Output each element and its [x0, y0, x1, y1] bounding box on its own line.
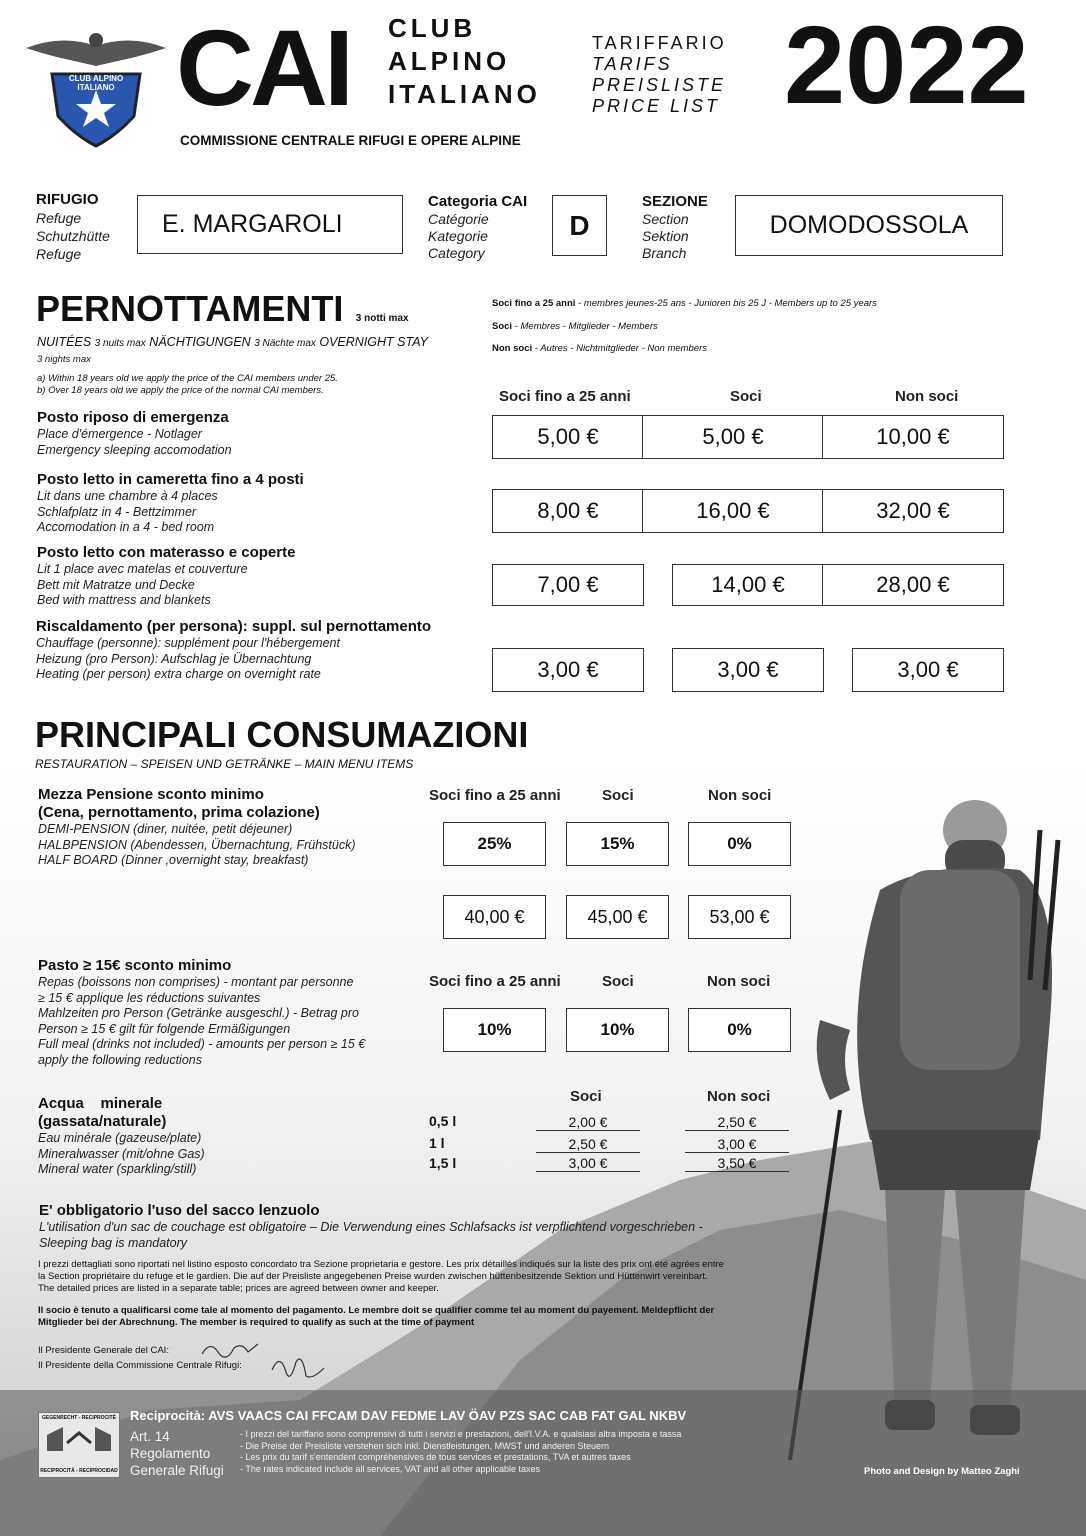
- club-line: ALPINO: [388, 46, 511, 76]
- row-sub: Place d'émergence - Notlager: [37, 427, 202, 441]
- water-price: 2,50 €: [536, 1136, 640, 1153]
- year: 2022: [784, 4, 1029, 127]
- subtitle-en: OVERNIGHT STAY: [319, 335, 428, 349]
- row-title: Posto riposo di emergenza: [37, 409, 229, 426]
- presidente-1: Il Presidente Generale del CAI:: [38, 1345, 169, 1356]
- sacco-sub: Sleeping bag is mandatory: [39, 1236, 188, 1250]
- price-cell: 8,00 €: [492, 489, 644, 533]
- row-title: Posto letto in cameretta fino a 4 posti: [37, 471, 304, 488]
- sacco-sub: L'utilisation d'un sac de couchage est obligatoire – Die Verwendung eines Schlafsacks ist verpflichtend vorgeschrieben -: [39, 1220, 703, 1234]
- rifugio-sub: Schutzhütte: [36, 228, 110, 244]
- consumazioni-subtitle: RESTAURATION – SPEISEN UND GETRÄNKE – MAIN MENU ITEMS: [35, 757, 414, 771]
- acqua-sub: Mineral water (sparkling/still): [38, 1162, 197, 1176]
- row-emergency: [37, 409, 232, 458]
- row-sub: Chauffage (personne): supplément pour l'hébergement: [36, 636, 340, 650]
- sezione-sub: Sektion: [642, 228, 689, 244]
- water-price: 3,00 €: [685, 1136, 789, 1153]
- tariff-line: PRICE LIST: [592, 96, 721, 116]
- subtitle-fr: NUITÉES: [37, 335, 92, 349]
- pasto-sub: Repas (boissons non comprises) - montant par personne: [38, 975, 354, 989]
- categoria-sub: Catégorie: [428, 211, 489, 227]
- rifugio-sub: Refuge: [36, 210, 82, 226]
- mezza-title: (Cena, pernottamento, prima colazione): [38, 804, 320, 821]
- logo-text: CAI: [176, 7, 350, 128]
- acqua-title: (gassata/naturale): [38, 1113, 167, 1130]
- water-price: 2,00 €: [536, 1114, 640, 1131]
- pasto: [38, 957, 365, 1068]
- price-cell: 5,00 €: [642, 415, 824, 459]
- sacco-title: E' obbligatorio l'uso del sacco lenzuolo: [39, 1202, 320, 1219]
- subtitle-en-note: 3 nights max: [37, 354, 91, 365]
- art-line: Regolamento: [130, 1446, 211, 1461]
- subtitle-fr-note: 3 nuits max: [94, 338, 146, 349]
- row-title: Posto letto con materasso e coperte: [37, 544, 296, 561]
- price-cell: 14,00 €: [672, 564, 824, 606]
- tariff-titles: [592, 33, 727, 117]
- signature-1: [200, 1338, 260, 1360]
- reciprocita-line: Reciprocità: AVS VAACS CAI FFCAM DAV FEDME LAV ÖAV PZS SAC CAB FAT GAL NKBV: [130, 1408, 687, 1423]
- tariff-line: PREISLISTE: [592, 75, 727, 95]
- price-cell: 3,00 €: [852, 648, 1004, 692]
- footer-fine-print: [240, 1429, 681, 1475]
- column-header: Soci fino a 25 anni: [499, 388, 631, 405]
- water-price: 2,50 €: [685, 1114, 789, 1131]
- price-cell: 32,00 €: [822, 489, 1004, 533]
- price-cell: 5,00 €: [492, 415, 644, 459]
- column-header: Non soci: [708, 787, 772, 804]
- footer-fine-line: - The rates indicated include all services, VAT and all other applicable taxes: [240, 1463, 540, 1474]
- row-sub: Bett mit Matratze und Decke: [37, 577, 195, 592]
- tariff-line: TARIFFARIO: [592, 33, 727, 53]
- presidente-2: Il Presidente della Commissione Centrale Rifugi:: [38, 1360, 242, 1371]
- pasto-sub: Person ≥ 15 € gilt für folgende Ermäßigungen: [38, 1021, 291, 1036]
- art-reference: [130, 1428, 224, 1479]
- rifugio-label: RIFUGIO: [36, 191, 99, 208]
- sezione-sub: Section: [642, 211, 689, 227]
- mezza-sub: HALF BOARD (Dinner ,overnight stay, breakfast): [38, 853, 309, 867]
- photo-credit: Photo and Design by Matteo Zaghi: [864, 1466, 1020, 1477]
- price-cell: 45,00 €: [566, 895, 669, 939]
- pernottamenti-subtitle: [37, 335, 428, 349]
- categoria-sub: Kategorie: [428, 228, 488, 244]
- acqua-title: Acqua minerale: [38, 1095, 163, 1112]
- row-mattress: [37, 544, 295, 609]
- discount-cell: 0%: [688, 822, 791, 866]
- row-room: [37, 471, 304, 536]
- club-line: ITALIANO: [388, 79, 541, 109]
- column-header: Soci: [602, 787, 634, 804]
- socio-line: Mitglieder bei der Abrechnung. The member is required to qualify as such at the time of payment: [38, 1317, 475, 1328]
- legend-item: Non soci - Autres - Nichtmitglieder - Non members: [492, 343, 708, 354]
- row-heating: [36, 618, 431, 683]
- pasto-sub: Full meal (drinks not included) - amounts per person ≥ 15 €: [38, 1037, 366, 1051]
- discount-cell: 15%: [566, 822, 669, 866]
- acqua-sub: Eau minérale (gazeuse/plate): [38, 1131, 202, 1145]
- mezza-pensione: [38, 786, 356, 869]
- price-cell: 53,00 €: [688, 895, 791, 939]
- column-header: Soci fino a 25 anni: [429, 973, 561, 990]
- signature-2: [268, 1350, 328, 1384]
- price-cell: 16,00 €: [642, 489, 824, 533]
- note-a: a) Within 18 years old we apply the price of the CAI members under 25.: [37, 373, 338, 384]
- pasto-title: Pasto ≥ 15€ sconto minimo: [38, 957, 232, 974]
- categoria-label: Categoria CAI: [428, 193, 528, 210]
- badge-top-text: GEGENRECHT - RECIPROCITÉ: [42, 1415, 116, 1421]
- discount-cell: 0%: [688, 1008, 791, 1052]
- categoria-value: D: [552, 195, 607, 256]
- column-header: Soci: [570, 1088, 602, 1105]
- footer-fine-line: - Die Preise der Preisliste verstehen sich inkl. Dienstleistungen, MWST und anderen Steuern: [240, 1440, 610, 1451]
- fine-line: la Section propriétaire du refuge et le gardien. Die auf der Preisliste angegebenen Preise wurden zwischen hüttenbesitzende Sektion und Hüttenwirt vereinbart.: [38, 1271, 708, 1282]
- column-header: Non soci: [707, 973, 771, 990]
- row-sub: Heating (per person) extra charge on overnight rate: [36, 667, 321, 681]
- fine-print: [38, 1259, 724, 1295]
- pernottamenti-note: 3 notti max: [355, 313, 409, 324]
- fine-line: I prezzi dettagliati sono riportati nel listino esposto concordato tra Sezione proprietaria e gestore. Les prix détaillés indiqués sur la liste des prix ont été agrées entre: [38, 1259, 724, 1270]
- subtitle-de: NÄCHTIGUNGEN: [149, 335, 251, 349]
- categoria-label-group: [428, 193, 527, 262]
- row-sub: Heizung (pro Person): Aufschlag je Übernachtung: [36, 651, 312, 666]
- discount-cell: 10%: [443, 1008, 546, 1052]
- row-sub: Schlafplatz in 4 - Bettzimmer: [37, 504, 197, 519]
- pasto-sub: ≥ 15 € applique les réductions suivantes: [38, 990, 261, 1005]
- row-sub: Lit 1 place avec matelas et couverture: [37, 562, 248, 576]
- column-header: Non soci: [707, 1088, 771, 1105]
- rifugio-sub: Refuge: [36, 246, 82, 262]
- consumazioni-title: PRINCIPALI CONSUMAZIONI: [35, 714, 529, 755]
- column-header: Soci: [730, 388, 762, 405]
- pasto-sub: Mahlzeiten pro Person (Getränke ausgeschl.) - Betrag pro: [38, 1006, 359, 1020]
- cai-emblem: [22, 26, 170, 150]
- mezza-sub: DEMI-PENSION (diner, nuitée, petit déjeuner): [38, 822, 293, 836]
- price-cell: 40,00 €: [443, 895, 546, 939]
- note-b: b) Over 18 years old we apply the price of the normal CAI members.: [37, 385, 324, 396]
- pernottamenti-heading: PERNOTTAMENTI: [36, 288, 344, 329]
- discount-cell: 10%: [566, 1008, 669, 1052]
- acqua-sub: Mineralwasser (mit/ohne Gas): [38, 1146, 205, 1161]
- column-header: Non soci: [895, 388, 959, 405]
- pernottamenti-title: [36, 288, 409, 330]
- emblem-text: CLUB ALPINO ITALIANO: [68, 74, 124, 92]
- water-size: 1,5 l: [429, 1155, 457, 1171]
- club-line: CLUB: [388, 13, 477, 43]
- legend-item: Soci fino a 25 anni - membres jeunes-25 ans - Junioren bis 25 J - Members up to 25 years: [492, 298, 877, 309]
- footer-fine-line: - Les prix du tarif s'entendent compréhensives de tous services et prestations, TVA et autres taxes: [240, 1452, 631, 1462]
- mezza-title: Mezza Pensione sconto minimo: [38, 786, 264, 803]
- row-sub: Bed with mattress and blankets: [37, 593, 211, 607]
- badge-bottom-text: RECIPROCITÀ - RECIPROCIDAD: [40, 1468, 118, 1474]
- water-price: 3,50 €: [685, 1155, 789, 1172]
- commission-title: COMMISSIONE CENTRALE RIFUGI E OPERE ALPINE: [180, 133, 521, 148]
- pasto-sub: apply the following reductions: [38, 1052, 202, 1067]
- fine-line: The detailed prices are listed in a separate table; prices are agreed between owner and keeper.: [38, 1283, 439, 1294]
- row-title: Riscaldamento (per persona): suppl. sul pernottamento: [36, 618, 432, 635]
- art-line: Generale Rifugi: [130, 1463, 224, 1478]
- price-cell: 3,00 €: [492, 648, 644, 692]
- price-cell: 7,00 €: [492, 564, 644, 606]
- column-header: Soci: [602, 973, 634, 990]
- price-cell: 3,00 €: [672, 648, 824, 692]
- categoria-sub: Category: [428, 245, 485, 261]
- row-sub: Lit dans une chambre à 4 places: [37, 489, 218, 503]
- water-price: 3,00 €: [536, 1155, 640, 1172]
- sezione-value: DOMODOSSOLA: [735, 195, 1003, 256]
- sezione-sub: Branch: [642, 245, 687, 261]
- art-line: Art. 14: [130, 1429, 170, 1444]
- sezione-label-group: [642, 193, 708, 262]
- tariff-line: TARIFS: [592, 54, 673, 74]
- water-size: 1 l: [429, 1135, 445, 1151]
- socio-line: Il socio è tenuto a qualificarsi come tale al momento del pagamento. Le membre doit se qualifier comme tel au moment du payement. Meldepflicht der: [38, 1305, 715, 1316]
- row-sub: Accomodation in a 4 - bed room: [37, 520, 215, 534]
- row-sub: Emergency sleeping accomodation: [37, 442, 232, 457]
- price-cell: 28,00 €: [822, 564, 1004, 606]
- discount-cell: 25%: [443, 822, 546, 866]
- water-size: 0,5 l: [429, 1113, 457, 1129]
- acqua: [38, 1095, 205, 1178]
- column-header: Soci fino a 25 anni: [429, 787, 561, 804]
- reciprocity-badge: [38, 1412, 120, 1478]
- socio-note: [38, 1305, 714, 1329]
- footer-fine-line: - I prezzi del tariffario sono comprensivi di tutti i servizi e prestazioni, dell'I.V.A. e qualsiasi altra imposta e tassa: [240, 1429, 682, 1439]
- mezza-sub: HALBPENSION (Abendessen, Übernachtung, Frühstück): [38, 837, 356, 852]
- price-cell: 10,00 €: [822, 415, 1004, 459]
- club-name: [388, 12, 541, 111]
- rifugio-value: E. MARGAROLI: [137, 195, 403, 254]
- legend-item: Soci - Membres - Mitglieder - Members: [492, 320, 658, 332]
- subtitle-de-note: 3 Nächte max: [254, 338, 316, 349]
- sezione-label: SEZIONE: [642, 193, 708, 210]
- reciprocity-icon: [39, 1421, 119, 1463]
- rifugio-label-group: [36, 191, 110, 263]
- membership-legend: [492, 293, 877, 361]
